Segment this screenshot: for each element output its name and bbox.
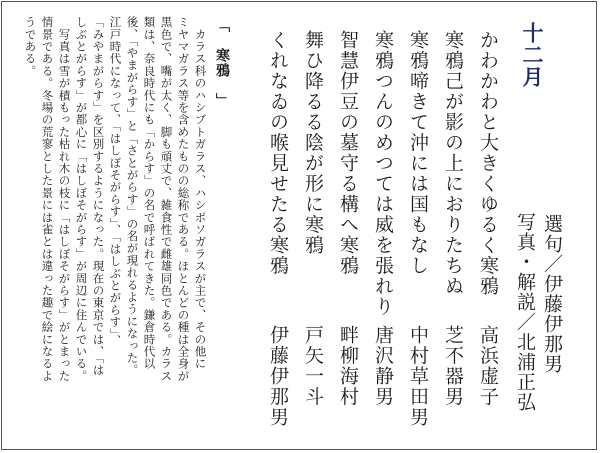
haiku-author: 唐沢静男 [372, 325, 394, 407]
essay-line: カラス科のハシブトガラス、ハシボソガラスが主で、その他に [193, 16, 208, 370]
essay-line: 江戸時代になって、「はしぼそがらす」、「はしぶとがらす」、 [108, 16, 123, 347]
haiku-text: 寒鴉啼きて沖には国もなし [407, 30, 429, 276]
page-frame [1, 1, 597, 450]
haiku-author: 中村草田男 [407, 325, 429, 428]
month-title: 十二月 [520, 22, 544, 88]
essay-line: 黒色で、嘴が太く、脚も頑丈で、雑食性で雌雄同色である。カラス [159, 16, 174, 382]
photo-credit: 写真・解説／北浦正弘 [514, 212, 536, 412]
essay-line: ミヤマガラス等を含めたものの総称である。ほとんどの種は全身が [176, 16, 191, 382]
essay-line: うである。 [23, 16, 38, 77]
essay-line: 後、「やまがらす」と「さとがらす」の名が現れるようになった。 [125, 16, 140, 377]
haiku-text: 寒鴉己が影の上におりたちぬ [442, 30, 464, 297]
selector-credit: 選句／伊藤伊那男 [541, 214, 563, 374]
haiku-author: 畔柳海村 [337, 325, 359, 407]
haiku-text: 舞ひ降るる陰が形に寒鴉 [302, 30, 324, 256]
essay-title: 「 寒鴉 」 [214, 18, 230, 108]
haiku-text: 智慧伊豆の墓守る構へ寒鴉 [337, 30, 359, 276]
haiku-author: 高浜虚子 [477, 325, 499, 407]
essay-line: 情景である。冬場の荒寥とした景には雀とは違った趣で絵になるよ [40, 16, 55, 382]
haiku-author: 戸矢一斗 [302, 325, 324, 407]
haiku-text: かわかわと大きくゆるく寒鴉 [477, 30, 499, 297]
essay-line: しぶとがらす」が都心に「はしぼそがらす」が周辺に住んでいる。 [74, 16, 89, 382]
haiku-author: 芝不器男 [442, 325, 464, 407]
haiku-text: 寒鴉つんのめつては威を張れり [372, 30, 394, 317]
essay-line: 類は、奈良時代にも「からす」の名で呼ばれてきた。鎌倉時代以 [142, 16, 157, 370]
haiku-text: くれなゐの喉見せたる寒鴉 [267, 30, 289, 276]
essay-line: 「みやまがらす」を区別するようになった。現在の東京では、「は [91, 16, 106, 377]
haiku-author: 伊藤伊那男 [267, 325, 289, 428]
essay-line: 写真は雪が積もった枯れ木の枝に「はしぼそがらす」がとまった [57, 16, 72, 382]
